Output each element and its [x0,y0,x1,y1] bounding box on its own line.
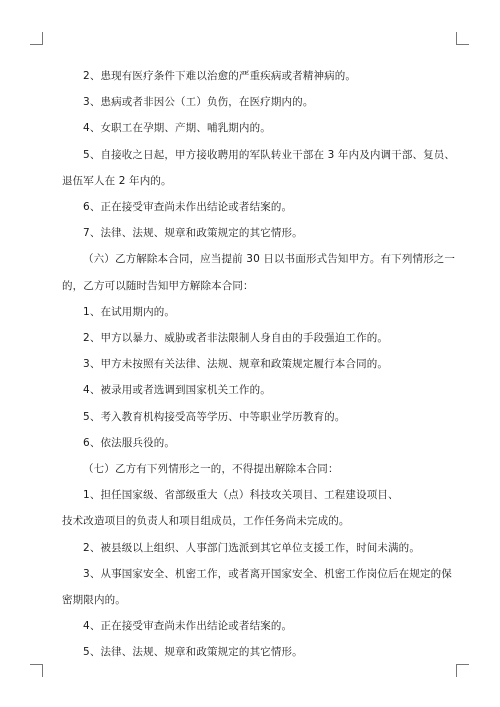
paragraph-line: 3、患病或者非因公（工）负伤，在医疗期内的。 [83,96,314,109]
paragraph-line: 2、被县级以上组织、人事部门选派到其它单位支援工作，时间未满的。 [83,541,420,554]
paragraph-line: 2、甲方以暴力、威胁或者非法限制人身自由的手段强迫工作的。 [83,332,389,345]
paragraph-line: 4、女职工在孕期、产期、哺乳期内的。 [83,122,271,135]
paragraph-line: 1、担任国家级、省部级重大（点）科技攻关项目、工程建设项目、 [83,489,399,502]
paragraph-line: 技术改造项目的负责人和项目组成员，工作任务尚未完成的。 [62,515,350,528]
paragraph-line: 5、自接收之日起，甲方接收聘用的军队转业干部在 3 年内及内调干部、复员、 [83,148,456,161]
paragraph-line: 3、甲方未按照有关法律、法规、规章和政策规定履行本合同的。 [83,358,389,371]
paragraph-line: 4、正在接受审查尚未作出结论或者结案的。 [83,620,293,633]
paragraph-line: 4、被录用或者选调到国家机关工作的。 [83,384,271,397]
document-body [62,63,456,666]
section-heading: （七）乙方有下列情形之一的，不得提出解除本合同： [83,463,339,476]
crop-mark-bottom-right [456,664,469,677]
paragraph-line: 1、在试用期内的。 [83,305,176,318]
paragraph-line: 退伍军人在 2 年内的。 [62,174,172,187]
paragraph-line: 6、正在接受审查尚未作出结论或者结案的。 [83,201,293,214]
paragraph-line: 7、法律、法规、规章和政策规定的其它情形。 [83,227,303,240]
paragraph-line: 5、法律、法规、规章和政策规定的其它情形。 [83,646,303,659]
paragraph-line: 6、依法服兵役的。 [83,436,176,449]
paragraph-line: 5、考入教育机构接受高等学历、中等职业学历教育的。 [83,410,346,423]
section-heading: （六）乙方解除本合同，应当提前 30 日以书面形式告知甲方。有下列情形之一 [83,253,456,266]
paragraph-line: 3、从事国家安全、机密工作，或者离开国家安全、机密工作岗位后在规定的保 [83,567,452,580]
paragraph-line: 的，乙方可以随时告知甲方解除本合同： [62,279,254,292]
paragraph-line: 密期限内的。 [62,594,126,607]
crop-mark-bottom-left [30,664,43,677]
crop-mark-top-right [456,32,469,45]
paragraph-line: 2、患现有医疗条件下难以治愈的严重疾病或者精神病的。 [83,70,357,82]
crop-mark-top-left [30,32,43,45]
